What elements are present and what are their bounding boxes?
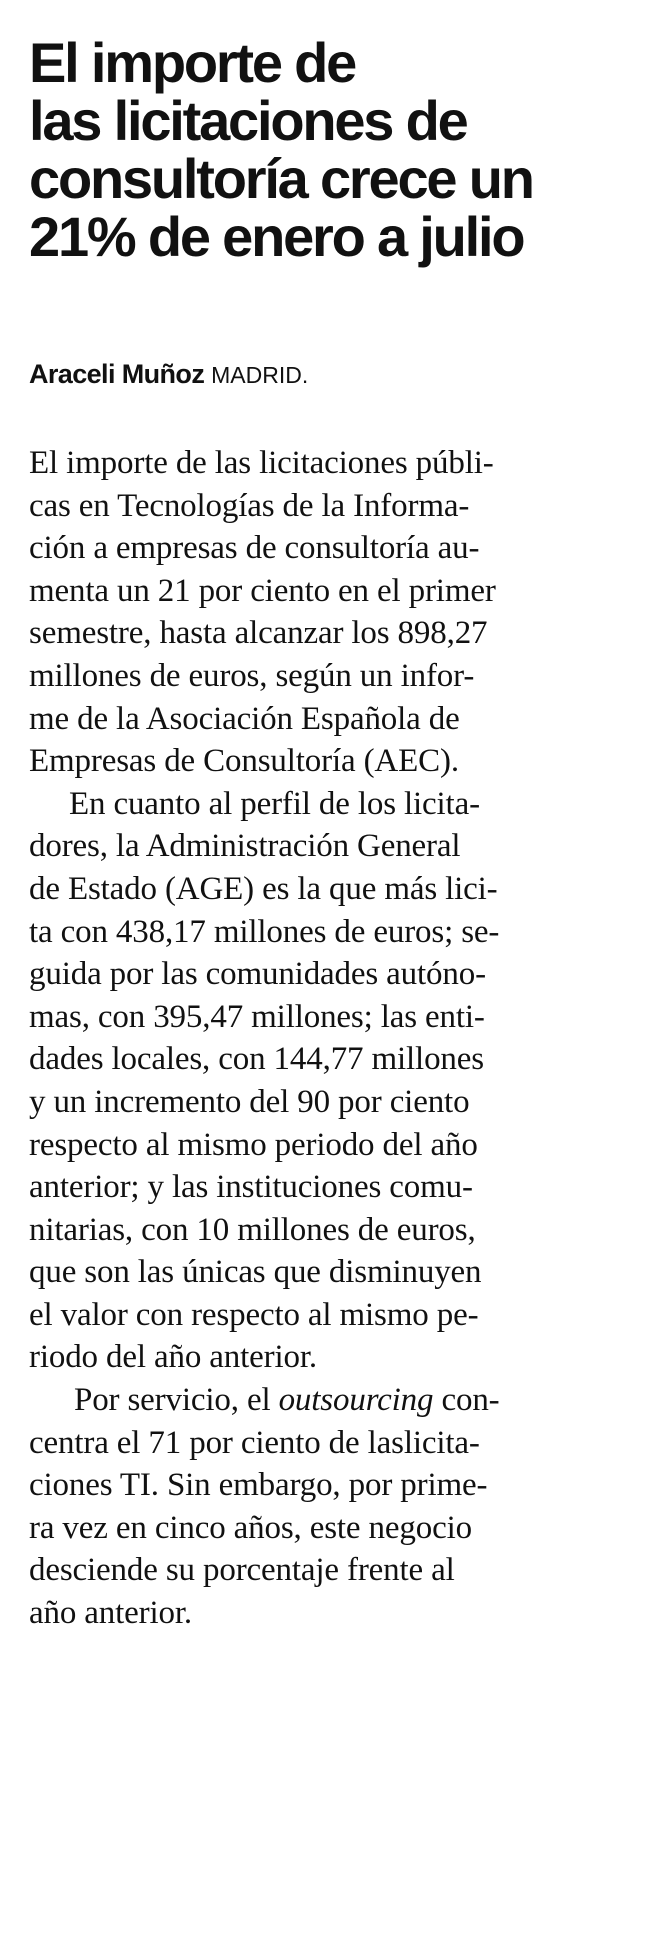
- headline: [29, 31, 639, 268]
- dateline-place: MADRID.: [211, 362, 309, 388]
- text-line: ta con 438,17 millones de euros; se-: [29, 913, 500, 950]
- text-line: riodo del año anterior.: [29, 1339, 317, 1376]
- byline: [29, 358, 639, 391]
- text-line: Empresas de Consultoría (AEC).: [29, 743, 459, 780]
- news-article: [29, 31, 639, 1635]
- text-line: nitarias, con 10 millones de euros,: [29, 1211, 476, 1248]
- author-name: Araceli Muñoz: [29, 359, 205, 389]
- text-line: [29, 1379, 639, 1422]
- text-line: y un incremento del 90 por ciento: [29, 1083, 470, 1120]
- text-line: desciende su porcentaje frente al: [29, 1552, 455, 1589]
- text-line: mas, con 395,47 millones; las enti-: [29, 998, 485, 1035]
- italic-term: outsourcing: [278, 1382, 434, 1419]
- text-line: millones de euros, según un infor-: [29, 657, 475, 694]
- text-line: me de la Asociación Española de: [29, 700, 460, 737]
- text-run: Por servicio, el: [74, 1382, 279, 1419]
- text-line: ción a empresas de consultoría au-: [29, 530, 480, 567]
- text-line: anterior; y las instituciones comu-: [29, 1169, 473, 1206]
- text-line: respecto al mismo periodo del año: [29, 1126, 478, 1163]
- paragraph-2: [29, 783, 639, 1379]
- text-line: año anterior.: [29, 1595, 192, 1632]
- headline-line: 21% de enero a julio: [29, 205, 524, 268]
- text-line: dades locales, con 144,77 millones: [29, 1041, 484, 1078]
- headline-line: las licitaciones de: [29, 89, 467, 152]
- text-line: ra vez en cinco años, este negocio: [29, 1509, 472, 1546]
- text-line: guida por las comunidades autóno-: [29, 956, 486, 993]
- text-line: centra el 71 por ciento de laslicita-: [29, 1424, 480, 1461]
- text-run: con-: [433, 1382, 500, 1419]
- paragraph-1: [29, 442, 639, 783]
- text-line: En cuanto al perfil de los licita-: [69, 785, 480, 822]
- text-line: cas en Tecnologías de la Informa-: [29, 487, 470, 524]
- headline-line: consultoría crece un: [29, 147, 533, 210]
- paragraph-3: [29, 1379, 639, 1635]
- text-line: dores, la Administración General: [29, 828, 461, 865]
- article-body: [29, 442, 639, 1635]
- text-line: de Estado (AGE) es la que más lici-: [29, 870, 498, 907]
- text-line: menta un 21 por ciento en el primer: [29, 572, 496, 609]
- text-line: el valor con respecto al mismo pe-: [29, 1296, 479, 1333]
- headline-line: El importe de: [29, 31, 356, 94]
- text-line: semestre, hasta alcanzar los 898,27: [29, 615, 488, 652]
- text-line: El importe de las licitaciones públi-: [29, 445, 494, 481]
- text-line: ciones TI. Sin embargo, por prime-: [29, 1467, 488, 1504]
- text-line: que son las únicas que disminuyen: [29, 1254, 482, 1291]
